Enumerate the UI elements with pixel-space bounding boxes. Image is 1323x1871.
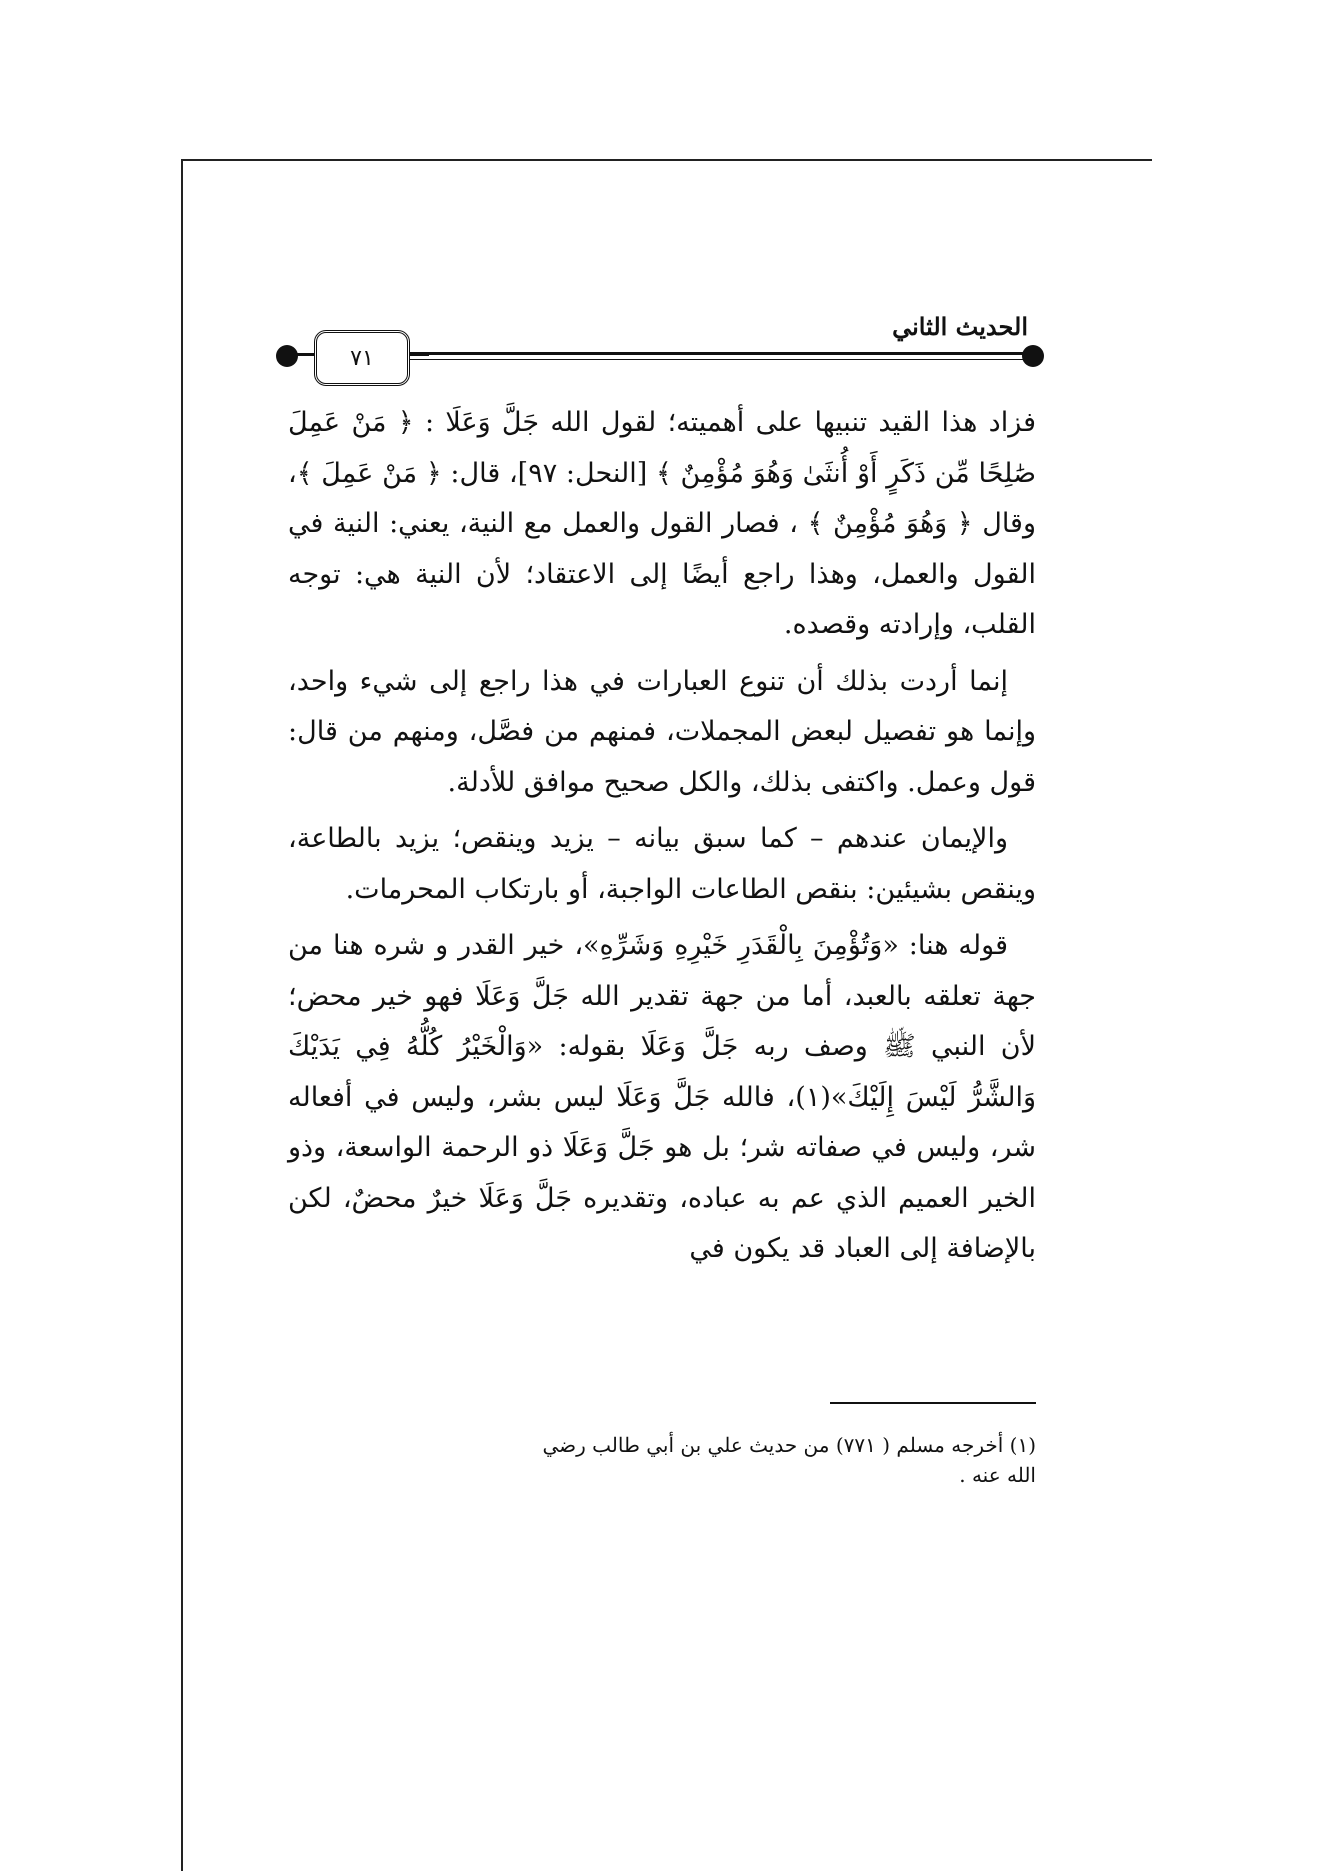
chapter-title: الحديث الثاني xyxy=(892,312,1028,341)
page-header xyxy=(276,312,1044,396)
header-rule-thin xyxy=(406,359,1026,360)
page-frame-top xyxy=(182,159,1152,161)
paragraph: والإيمان عندهم – كما سبق بيانه – يزيد وينقص؛ يزيد بالطاعة، وينقص بشيئين: بنقص الطاعات الواجبة، أو بارتكاب المحرمات. xyxy=(288,823,1036,905)
header-rule xyxy=(406,352,1026,355)
main-text xyxy=(288,398,1036,1281)
header-ornament-left xyxy=(276,345,298,367)
footnote-separator xyxy=(830,1402,1036,1404)
page-number: ٧١ xyxy=(314,330,410,386)
paragraph: إنما أردت بذلك أن تنوع العبارات في هذا راجع إلى شيء واحد، وإنما هو تفصيل لبعض المجملات، فمنهم من فصَّل، ومنهم من قال: قول وعمل. واكتفى بذلك، والكل صحيح موافق للأدلة. xyxy=(288,665,1036,798)
header-ornament-right xyxy=(1022,345,1044,367)
paragraph: قوله هنا: «وَتُؤْمِنَ بِالْقَدَرِ خَيْرِهِ وَشَرِّهِ»، خير القدر و شره هنا من جهة تعلقه بالعبد، أما من جهة تقدير الله جَلَّ وَعَلَا فهو خير محض؛ لأن النبي ﷺ وصف ربه جَلَّ وَعَلَا بقوله: «وَالْخَيْرُ كُلُّهُ فِي يَدَيْكَ وَالشَّرُّ لَيْسَ إِلَيْكَ»(١)، فالله جَلَّ وَعَلَا ليس بشر، وليس في أفعاله شر، وليس في صفاته شر؛ بل هو جَلَّ وَعَلَا ذو الرحمة الواسعة، وذو الخير العميم الذي عم به عباده، وتقديره جَلَّ وَعَلَا خيرٌ محضٌ، لكن بالإضافة إلى العباد قد يكون في xyxy=(288,930,1036,1264)
paragraph: فزاد هذا القيد تنبيها على أهميته؛ لقول الله جَلَّ وَعَلَا : ﴿ مَنْ عَمِلَ صَٰلِحًا مِّن ذَكَرٍ أَوْ أُنثَىٰ وَهُوَ مُؤْمِنٌ ﴾ [النحل: ٩٧]، قال: ﴿ مَنْ عَمِلَ ﴾، وقال ﴿ وَهُوَ مُؤْمِنٌ ﴾ ، فصار القول والعمل مع النية، يعني: النية في القول والعمل، وهذا راجع أيضًا إلى الاعتقاد؛ لأن النية هي: توجه القلب، وإرادته وقصده. xyxy=(288,407,1036,640)
page-frame-left xyxy=(181,159,183,1871)
footnote: (١) أخرجه مسلم ( ٧٧١) من حديث علي بن أبي طالب رضي الله عنه . xyxy=(542,1433,1036,1487)
